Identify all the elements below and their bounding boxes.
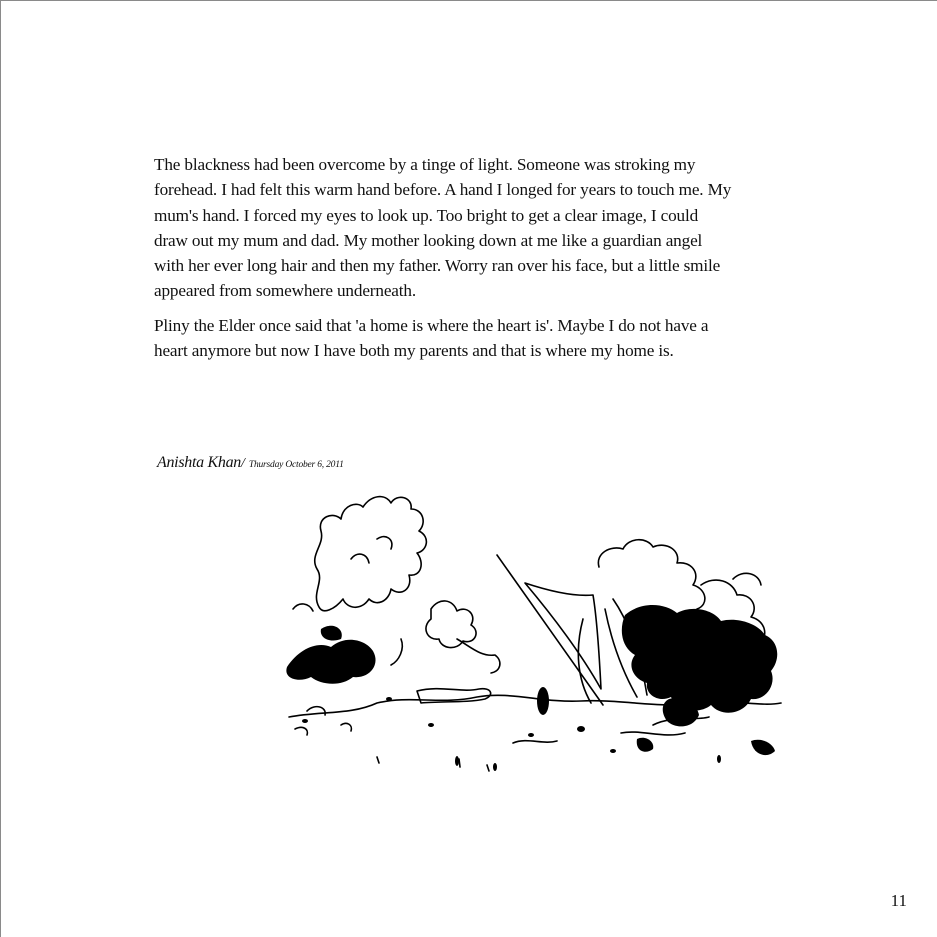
text-line: mum's hand. I forced my eyes to look up. Too bright to get a clear image, I could	[154, 205, 699, 225]
paragraph-1	[154, 152, 794, 304]
sail-outline	[525, 583, 601, 689]
text-line: The blackness had been overcome by a tinge of light. Someone was stroking my	[154, 155, 696, 174]
story-text	[154, 152, 794, 372]
text-line: with her ever long hair and then my father. Worry ran over his face, but a little smile	[154, 256, 721, 276]
byline	[157, 454, 344, 472]
bush-outline	[426, 601, 476, 648]
text-line: appeared from somewhere underneath.	[154, 281, 416, 301]
publish-date: Thursday October 6, 2011	[248, 460, 344, 470]
text-line: heart anymore but now I have both my parents and that is where my home is.	[154, 341, 674, 361]
text-line: forehead. I had felt this warm hand before. A hand I longed for years to touch me. My	[154, 180, 732, 200]
text-line: draw out my mum and dad. My mother looking down at me like a guardian angel	[154, 230, 703, 250]
boat-mast	[497, 555, 603, 705]
left-dark-foliage	[286, 640, 375, 684]
paragraph-2	[154, 313, 794, 364]
byline-separator: /	[240, 456, 245, 471]
left-tree-outline	[315, 497, 427, 611]
landscape-illustration	[281, 489, 783, 785]
page-number: 11	[890, 891, 907, 910]
right-dark-foliage	[622, 605, 777, 713]
text-line: Pliny the Elder once said that 'a home is where the heart is'. Maybe I do not have a	[154, 315, 709, 335]
author-name: Anishta Khan	[157, 454, 241, 471]
